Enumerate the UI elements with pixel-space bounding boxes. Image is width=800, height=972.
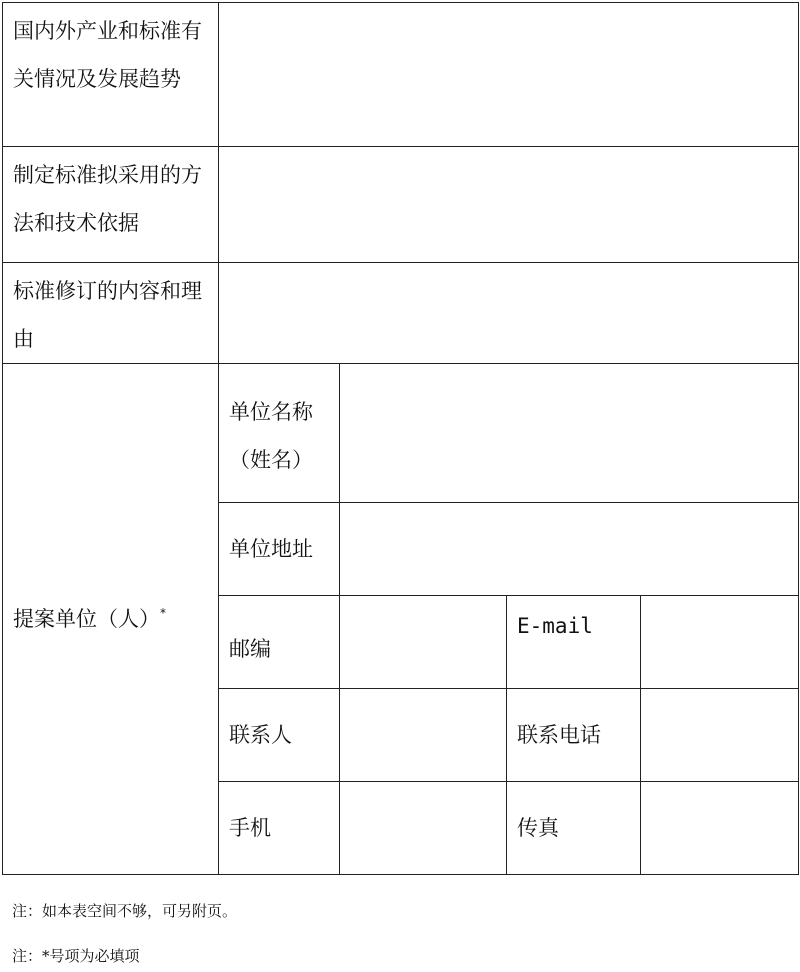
revision-content-field[interactable] xyxy=(219,263,799,364)
unit-address-label: 单位地址 xyxy=(219,503,340,596)
contact-label: 联系人 xyxy=(219,689,340,782)
industry-status-field[interactable] xyxy=(219,3,799,147)
table-row xyxy=(3,364,799,503)
proposer-label: 提案单位（人） xyxy=(13,607,160,631)
table-row xyxy=(3,263,799,364)
mobile-label: 手机 xyxy=(219,782,340,875)
note-required-fields: 注：*号项为必填项 xyxy=(12,947,140,965)
proposal-form-table xyxy=(2,2,799,875)
mobile-field[interactable] xyxy=(340,782,507,875)
revision-content-label: 标准修订的内容和理由 xyxy=(3,263,219,364)
proposer-label-cell xyxy=(3,364,219,875)
phone-field[interactable] xyxy=(641,689,799,782)
postcode-label: 邮编 xyxy=(219,596,340,689)
unit-name-label: 单位名称（姓名） xyxy=(219,364,340,503)
unit-address-field[interactable] xyxy=(340,503,799,596)
industry-status-label: 国内外产业和标准有关情况及发展趋势 xyxy=(3,3,219,147)
email-label: E-mail xyxy=(507,596,641,689)
table-row xyxy=(3,147,799,263)
fax-field[interactable] xyxy=(641,782,799,875)
postcode-field[interactable] xyxy=(340,596,507,689)
method-basis-field[interactable] xyxy=(219,147,799,263)
email-field[interactable] xyxy=(641,596,799,689)
contact-field[interactable] xyxy=(340,689,507,782)
required-mark: * xyxy=(160,606,166,620)
unit-name-field[interactable] xyxy=(340,364,799,503)
method-basis-label: 制定标准拟采用的方法和技术依据 xyxy=(3,147,219,263)
table-row xyxy=(3,3,799,147)
phone-label: 联系电话 xyxy=(507,689,641,782)
note-extra-page: 注：如本表空间不够，可另附页。 xyxy=(12,902,238,920)
fax-label: 传真 xyxy=(507,782,641,875)
